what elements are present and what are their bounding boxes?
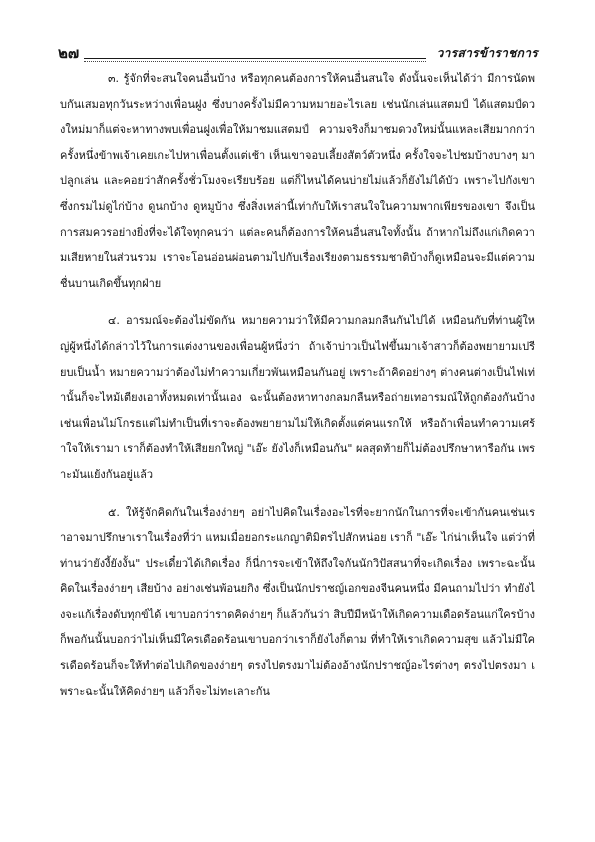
page-header — [58, 44, 538, 64]
header-rule — [84, 58, 426, 59]
paragraph-3: ๓. รู้จักที่จะสนใจคนอื่นบ้าง หรือทุกคนต้องการให้คนอื่นสนใจ ดังนั้นจะเห็นได้ว่า มีการนัดพบกันเสมอทุกวันระหว่างเพื่อนฝูง ซึ่งบางครั้งไม่มีความหมายอะไรเลย เช่นนักเล่นแสตมป์ ได้แสตมป์ดวงใหม่มาก็แต่จะหาทางพบเพื่อนฝูงเพื่อให้มาชมแสตมป์ ความจริงก็มาชมดวงใหม่นั้นแหละเสียมากกว่า ครั้งหนึ่งข้าพเจ้าเคยเกะไปหาเพื่อนตั้งแต่เช้า เห็นเขาจอบเลี้ยงสัตว์ตัวหนึ่ง ครั้งใจจะไปชมบ้างบางๆ มาปลูกเล่น และคอยว่าสักครั้งชั่วโมงจะเรียบร้อย แต่ก็ไหนได้คนบ่ายไม่แล้วก็ยังไม่ได้บัว เพราะไปกังเขาซึ่งกรมไม่ดูไก่บ้าง ดูนกบ้าง ดูหมูบ้าง ซึ่งสิ่งเหล่านี้เท่ากับให้เราสนใจในความพากเพียรของเขา จึงเป็นการสมควรอย่างยิ่งที่จะได้ใจทุกคนว่า แต่ละคนก็ต้องการให้คนอื่นสนใจทั้งนั้น ถ้าหากไม่ถึงแก่เกิดความเสียหายในส่วนรวม เราจะโอนอ่อนผ่อนตามไปกับเรื่องเรียงตามธรรมชาติบ้างก็ดูเหมือนจะมีแต่ความชื่นบานเกิดขึ้นทุกฝ่าย — [60, 72, 535, 290]
page-number: ๒๗ — [58, 44, 80, 62]
paragraph-4: ๔. อารมณ์จะต้องไม่ขัดกัน หมายความว่าให้มีความกลมกลืนกันไปได้ เหมือนกับที่ท่านผู้ใหญ่ผู้หนึ่งได้กล่าวไว้ในการแต่งงานของเพื่อนผู้หนึ่งว่า ถ้าเจ้าบ่าวเป็นไฟขึ้นมาเจ้าสาวก็ต้องพยายามเปรียบเป็นน้ำ หมายความว่าต้องไม่ทำความเกี่ยวพันเหมือนกันอยู่ เพราะถ้าคิดอย่างๆ ต่างคนต่างเป็นไฟเท่านั้นก็จะไหม้เตียงเอาทั้งหมดเท่านั้นเอง ฉะนั้นต้องหาทางกลมกลืนหรือถ่ายเทอารมณ์ให้ถูกต้องกันบ้าง เช่นเพื่อนไม่โกรธแต่ไม่ทำเป็นที่เราจะต้องพยายามไม่ให้เกิดตั้งแต่คนแรกให้ หรือถ้าเพื่อนทำความเศร้าใจให้เรามา เราก็ต้องทำให้เสียยกใหญ่ "เอ๊ะ ยังไงก็เหมือนกัน" ผลสุดท้ายก็ไม่ต้องปรึกษาหารือกัน เพราะมันแย้งกันอยู่แล้ว — [60, 314, 535, 481]
running-title: วารสารข้าราชการ — [436, 46, 538, 60]
header-rule-dotted — [84, 61, 426, 62]
document-body — [60, 66, 535, 704]
paragraph-5: ๕. ให้รู้จักคิดกันในเรื่องง่ายๆ อย่าไปคิดในเรื่องอะไรที่จะยากนักในการที่จะเข้ากันคนเช่นเราอาจมาปรึกษาเราในเรื่องที่ว่า แหมเมื่อยอกระแกญาติมิตรไปสักหน่อย เราก็ "เอ๊ะ ไก่น่าเห็นใจ แต่ว่าที่ท่านว่ายังงี้ยังงั้น" ประเดี๋ยวได้เกิดเรื่อง ก็นี่การจะเข้าให้ถึงใจกันนักวิปัสสนาที่จะเกิดเรื่อง เพราะฉะนั้นคิดในเรื่องง่ายๆ เสียบ้าง อย่างเช่นพ้อนยกิง ซึ่งเป็นนักปราชญ์เอกของจีนคนหนึ่ง มีคนถามไปว่า ทำยังไงจะแก้เรื่องดับทุกข์ได้ เขาบอกว่าราดคิดง่ายๆ ก็แล้วกันว่า สิบปีมีหน้าให้เกิดความเดือดร้อนแก่ใครบ้าง ก็พอกันนั้นบอกว่าไม่เห็นมีใครเดือดร้อนเขาบอกว่าเราก็ยังไงก็ตาม ที่ทำให้เราเกิดความสุข แล้วไม่มีใครเดือดร้อนก็จะให้ทำต่อไปเกิดของง่ายๆ ตรงไปตรงมาไม่ต้องอ้างนักปราชญ์อะไรต่างๆ ตรงไปตรงมา เพราะฉะนั้นให้คิดง่ายๆ แล้วก็จะไม่ทะเลาะกัน — [60, 505, 535, 698]
